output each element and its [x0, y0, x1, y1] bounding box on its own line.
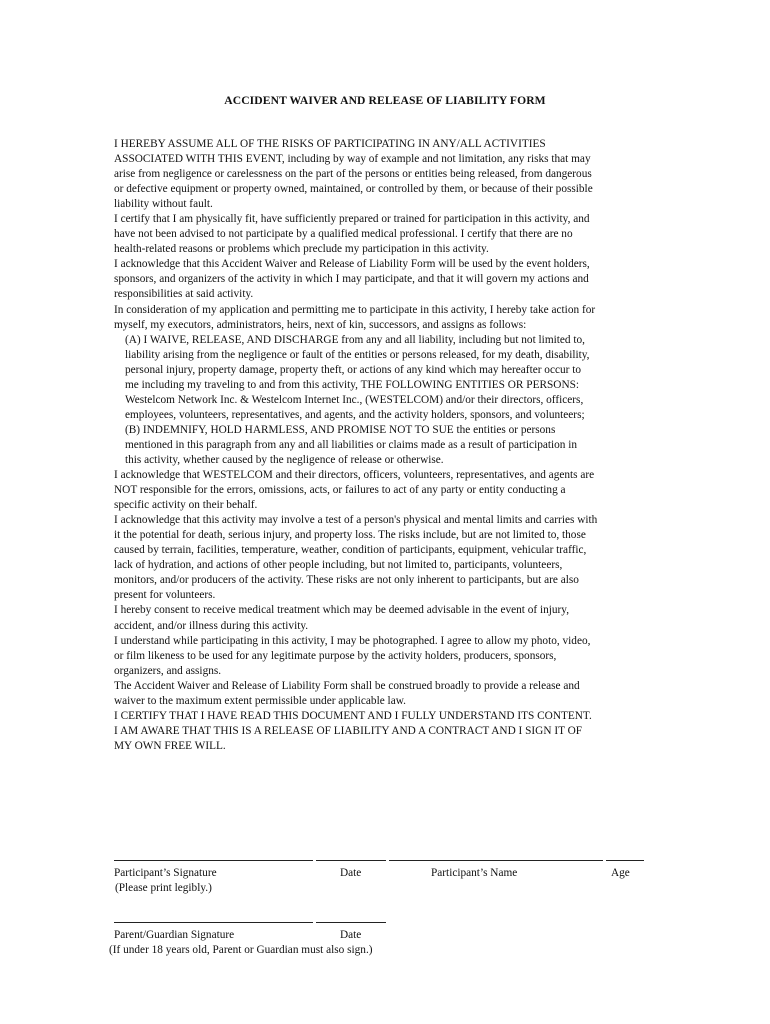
body-line: specific activity on their behalf.: [114, 499, 258, 512]
guardian-note: (If under 18 years old, Parent or Guardian must also sign.): [109, 944, 373, 956]
body-line: ASSOCIATED WITH THIS EVENT, including by way of example and not limitation, any risks that may: [114, 153, 591, 166]
body-line: responsibilities at said activity.: [114, 288, 254, 301]
body-line: In consideration of my application and permitting me to participate in this activity, I hereby take action for: [114, 303, 596, 316]
body-line: liability arising from the negligence or fault of the entities or persons released, for my death, disability,: [125, 348, 590, 361]
body-line: caused by terrain, facilities, temperature, weather, condition of participants, equipment, vehicular traffic,: [114, 544, 587, 557]
body-line: monitors, and/or producers of the activity. These risks are not only inherent to participants, but are also: [114, 574, 579, 587]
participant-name-line[interactable]: [389, 860, 603, 861]
guardian-date-label: Date: [340, 929, 362, 941]
body-line: mentioned in this paragraph from any and all liabilities or claims made as a result of participation in: [125, 438, 578, 451]
body-line: (B) INDEMNIFY, HOLD HARMLESS, AND PROMISE NOT TO SUE the entities or persons: [125, 423, 556, 436]
body-line: personal injury, property damage, property theft, or actions of any kind which may hereafter occur to: [125, 363, 582, 376]
guardian-signature-label: Parent/Guardian Signature: [114, 929, 235, 941]
guardian-signature-line[interactable]: [114, 922, 313, 923]
body-line: this activity, whether caused by the negligence of release or otherwise.: [125, 453, 444, 466]
body-line: or defective equipment or property owned, maintained, or controlled by them, or because of their possible: [114, 183, 593, 196]
participant-age-line[interactable]: [606, 860, 644, 861]
participant-signature-block: [114, 860, 654, 900]
body-line: Westelcom Network Inc. & Westelcom Internet Inc., (WESTELCOM) and/or their directors, officers,: [125, 393, 584, 406]
body-line: lack of hydration, and actions of other people including, but not limited to, participants, volunteers,: [114, 559, 563, 572]
body-line: I hereby consent to receive medical treatment which may be deemed advisable in the event of injury,: [114, 604, 570, 617]
body-line: accident, and/or illness during this activity.: [114, 619, 309, 632]
body-line: liability without fault.: [114, 198, 213, 211]
participant-date-label: Date: [340, 867, 362, 879]
body-line: I AM AWARE THAT THIS IS A RELEASE OF LIABILITY AND A CONTRACT AND I SIGN IT OF: [114, 724, 583, 737]
print-legibly-note: (Please print legibly.): [115, 882, 212, 894]
participant-signature-label: Participant’s Signature: [114, 867, 217, 879]
body-line: have not been advised to not participate by a qualified medical professional. I certify that there are no: [114, 228, 573, 241]
body-line: health-related reasons or problems which preclude my participation in this activity.: [114, 243, 489, 256]
body-line: NOT responsible for the errors, omissions, acts, or failures to act of any party or entity conducting a: [114, 484, 566, 497]
body-line: sponsors, and organizers of the activity in which I may participate, and that it will govern my actions and: [114, 273, 589, 286]
participant-age-label: Age: [611, 867, 630, 879]
body-line: me including my traveling to and from this activity, THE FOLLOWING ENTITIES OR PERSONS:: [125, 378, 580, 391]
body-line: I acknowledge that WESTELCOM and their directors, officers, volunteers, representatives, and agents are: [114, 469, 595, 482]
guardian-signature-block: [109, 922, 654, 962]
body-line: (A) I WAIVE, RELEASE, AND DISCHARGE from any and all liability, including but not limited to,: [125, 333, 585, 346]
document-title: ACCIDENT WAIVER AND RELEASE OF LIABILITY FORM: [224, 94, 546, 107]
participant-signature-line[interactable]: [114, 860, 313, 861]
body-line: arise from negligence or carelessness on the part of the persons or entities being released, from dangerous: [114, 168, 592, 181]
body-line: or film likeness to be used for any legitimate purpose by the activity holders, producers, sponsors,: [114, 649, 557, 662]
guardian-date-line[interactable]: [316, 922, 386, 923]
body-line: I understand while participating in this activity, I may be photographed. I agree to allow my photo, video,: [114, 634, 591, 647]
body-line: waiver to the maximum extent permissible under applicable law.: [114, 694, 406, 707]
participant-date-line[interactable]: [316, 860, 386, 861]
body-line: I CERTIFY THAT I HAVE READ THIS DOCUMENT AND I FULLY UNDERSTAND ITS CONTENT.: [114, 709, 592, 722]
body-line: organizers, and assigns.: [114, 664, 222, 677]
body-line: The Accident Waiver and Release of Liability Form shall be construed broadly to provide a release and: [114, 679, 580, 692]
body-line: I acknowledge that this activity may involve a test of a person's physical and mental limits and carries with: [114, 514, 598, 527]
body-line: it the potential for death, serious injury, and property loss. The risks include, but are not limited to, those: [114, 529, 586, 542]
body-line: I acknowledge that this Accident Waiver and Release of Liability Form will be used by the event holders,: [114, 258, 590, 271]
body-line: present for volunteers.: [114, 589, 216, 602]
waiver-body-text: [114, 137, 654, 754]
body-line: I HEREBY ASSUME ALL OF THE RISKS OF PARTICIPATING IN ANY/ALL ACTIVITIES: [114, 138, 546, 150]
participant-name-label: Participant’s Name: [431, 867, 518, 879]
body-line: MY OWN FREE WILL.: [114, 739, 226, 752]
body-line: employees, volunteers, representatives, and agents, and the activity holders, sponsors, and volunteers;: [125, 408, 585, 421]
body-line: I certify that I am physically fit, have sufficiently prepared or trained for participation in this activity, and: [114, 213, 590, 226]
body-line: myself, my executors, administrators, heirs, next of kin, successors, and assigns as follows:: [114, 318, 527, 331]
